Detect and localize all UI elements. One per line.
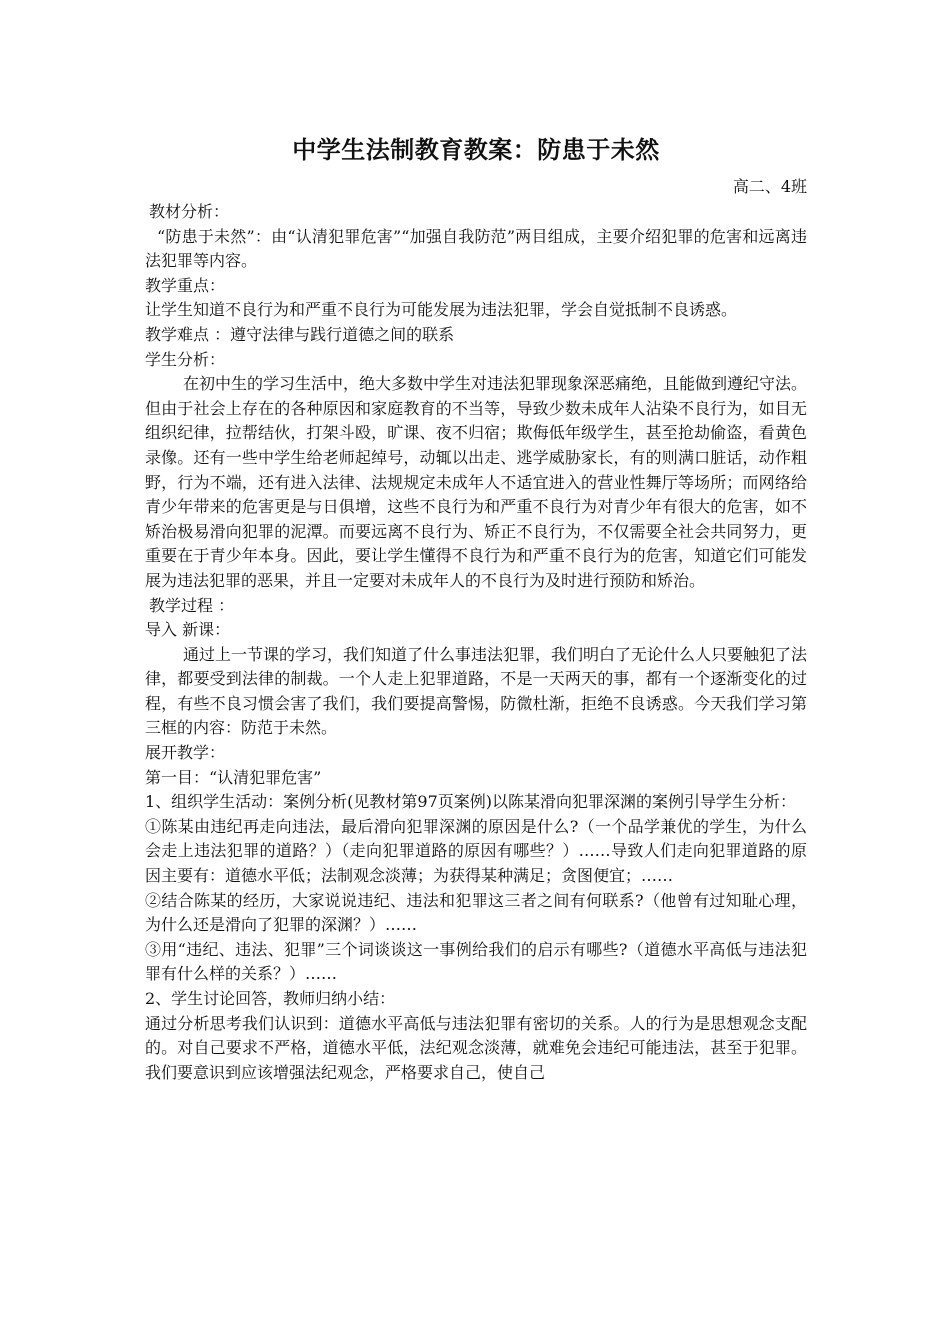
student-analysis-text: 在初中生的学习生活中，绝大多数中学生对违法犯罪现象深恶痛绝，且能做到遵纪守法。但由于社会上存在的各种原因和家庭教育的不当等，导致少数未成年人沾染不良行为，如目无组织纪律，拉帮结伙，打架斗殴，旷课、夜不归宿；欺侮低年级学生，甚至抢劫偷盗，看黄色录像。还有一些中学生给老师起绰号，动辄以出走、逃学威胁家长，有的则满口脏话，动作粗野，行为不端，还有进入法律、法规规定未成年人不适宜进入的营业性舞厅等场所；而网络给青少年带来的危害更是与日俱增，这些不良行为和严重不良行为对青少年有很大的危害，如不矫治极易滑向犯罪的泥潭。而要远离不良行为、矫正不良行为，不仅需要全社会共同努力，更重要在于青少年本身。因此，要让学生懂得不良行为和严重不良行为的危害，知道它们可能发展为违法犯罪的恶果，并且一定要对未成年人的不良行为及时进行预防和矫治。 <box>145 374 808 590</box>
heading-textbook-analysis: 教材分析： <box>149 202 230 221</box>
question-two: ②结合陈某的经历，大家说说违纪、违法和犯罪这三者之间有何联系?（他曾有过知耻心理，为什么还是滑向了犯罪的深渊？）…… <box>145 890 807 935</box>
teaching-difficulty: 教学难点 ：遵守法律与践行道德之间的联系 <box>145 324 455 344</box>
teaching-focus-text: 让学生知道不良行为和严重不良行为可能发展为违法犯罪，学会自觉抵制不良诱惑。 <box>145 300 738 320</box>
question-one: ①陈某由违纪再走向违法，最后滑向犯罪深渊的原因是什么?（一个品学兼优的学生，为什么会走上违法犯罪的道路？）（走向犯罪道路的原因有哪些？）……导致人们走向犯罪道路的原因主要有：道德水平低；法制观念淡薄；为获得某种满足；贪图便宜；…… <box>145 816 807 886</box>
activity-two: 2、学生讨论回答，教师归纳小结： <box>145 989 396 1008</box>
heading-teaching-expansion: 展开教学： <box>145 743 226 763</box>
heading-teaching-focus: 教学重点： <box>145 275 226 295</box>
class-label: 高二、4班 <box>732 177 807 196</box>
question-three: ③用“违纪、违法、犯罪”三个词谈谈这一事例给我们的启示有哪些?（道德水平高低与违法犯罪有什么样的关系？）…… <box>145 939 807 984</box>
heading-teaching-process: 教学过程 ： <box>149 595 235 615</box>
document-body <box>145 132 807 1085</box>
summary-text: 通过分析思考我们认识到：道德水平高低与违法犯罪有密切的关系。人的行为是思想观念支配的。对自己要求不严格，道德水平低，法纪观念淡薄，就难免会违纪可能违法，甚至于犯罪。我们要意识到应该增强法纪观念，严格要求自己，使自己 <box>145 1013 807 1082</box>
textbook-analysis-text: “防患于未然”：由“认清犯罪危害”“加强自我防范”两目组成，主要介绍犯罪的危害和远离违法犯罪等内容。 <box>145 226 807 271</box>
heading-section-one: 第一目：“认清犯罪危害” <box>145 767 322 787</box>
heading-introduction: 导入 新课： <box>145 620 231 640</box>
activity-one: 1、组织学生活动：案例分析(见教材第97页案例)以陈某滑向犯罪深渊的案例引导学生分析： <box>145 792 797 812</box>
introduction-text: 通过上一节课的学习，我们知道了什么事违法犯罪，我们明白了无论什么人只要触犯了法律，都要受到法律的制裁。一个人走上犯罪道路，不是一天两天的事，都有一个逐渐变化的过程，有些不良习惯会害了我们，我们要提高警惕，防微杜渐，拒绝不良诱惑。今天我们学习第三框的内容：防范于未然。 <box>145 644 808 738</box>
document-title: 中学生法制教育教案：防患于未然 <box>292 136 660 164</box>
heading-student-analysis: 学生分析： <box>145 349 226 369</box>
